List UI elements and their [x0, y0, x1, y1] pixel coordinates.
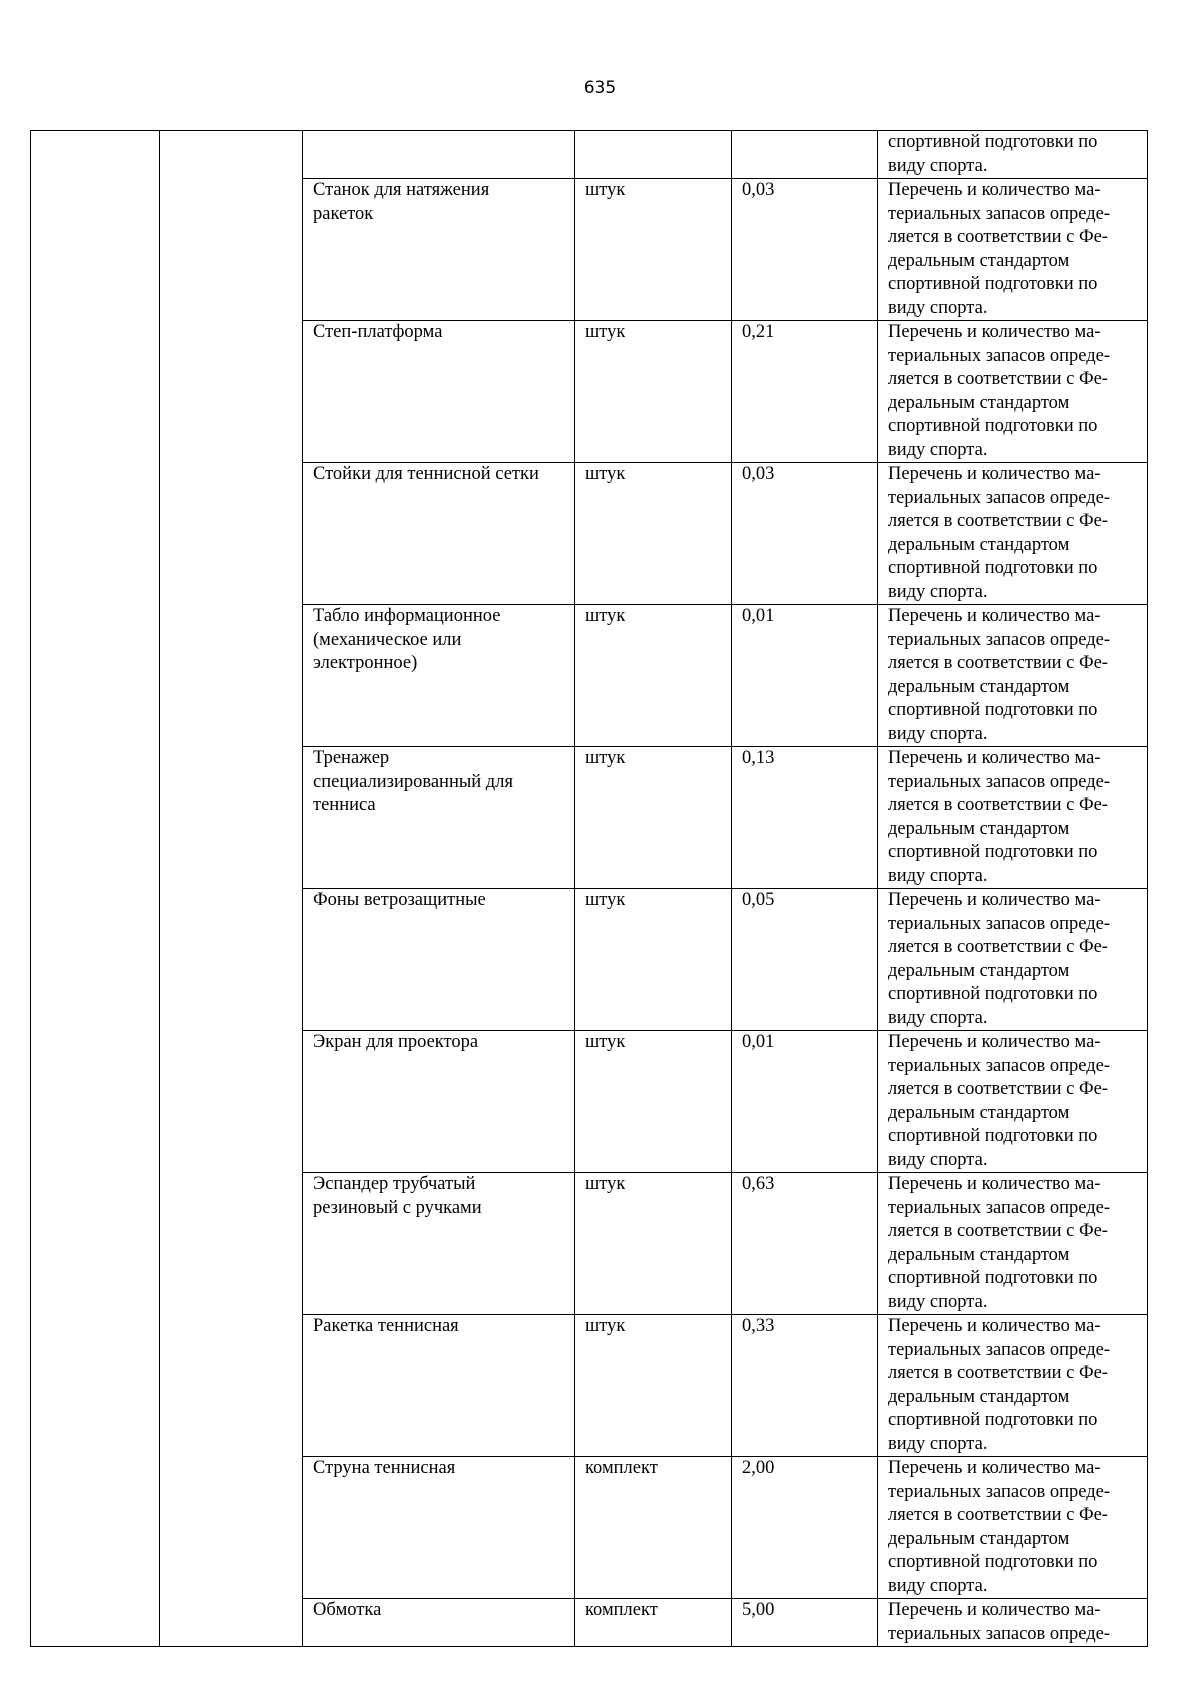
- quantity-cell: 0,01: [732, 605, 878, 747]
- note-cell: Перечень и количество ма- териальных запасов опреде- ляется в соответствии с Фе- деральным стандартом спортивной подготовки по виду спорта.: [878, 463, 1148, 605]
- unit-cell: штук: [575, 179, 732, 321]
- unit-cell: штук: [575, 321, 732, 463]
- quantity-cell: 0,21: [732, 321, 878, 463]
- item-name-cell: Эспандер трубчатый резиновый с ручками: [303, 1173, 575, 1315]
- quantity-cell: 2,00: [732, 1457, 878, 1599]
- item-name-cell: Ракетка теннисная: [303, 1315, 575, 1457]
- note-cell: Перечень и количество ма- териальных запасов опреде- ляется в соответствии с Фе- деральным стандартом спортивной подготовки по виду спорта.: [878, 605, 1148, 747]
- item-name-cell: Стойки для теннисной сетки: [303, 463, 575, 605]
- blank-cell-col2: [160, 131, 303, 1647]
- blank-cell-col1: [31, 131, 160, 1647]
- note-cell: Перечень и количество ма- териальных запасов опреде- ляется в соответствии с Фе- деральным стандартом спортивной подготовки по виду спорта.: [878, 1457, 1148, 1599]
- note-cell: Перечень и количество ма- териальных запасов опреде- ляется в соответствии с Фе- деральным стандартом спортивной подготовки по виду спорта.: [878, 1031, 1148, 1173]
- item-name-cell: Обмотка: [303, 1599, 575, 1647]
- item-name-cell: Струна теннисная: [303, 1457, 575, 1599]
- item-name-cell: [303, 131, 575, 179]
- quantity-cell: 0,63: [732, 1173, 878, 1315]
- note-cell: Перечень и количество ма- териальных запасов опреде- ляется в соответствии с Фе- деральным стандартом спортивной подготовки по виду спорта.: [878, 179, 1148, 321]
- note-cell: Перечень и количество ма- териальных запасов опреде- ляется в соответствии с Фе- деральным стандартом спортивной подготовки по виду спорта.: [878, 747, 1148, 889]
- quantity-cell: 0,03: [732, 179, 878, 321]
- unit-cell: штук: [575, 889, 732, 1031]
- quantity-cell: 0,01: [732, 1031, 878, 1173]
- item-name-cell: Табло информационное (механическое или электронное): [303, 605, 575, 747]
- quantity-cell: 0,03: [732, 463, 878, 605]
- item-name-cell: Степ-платформа: [303, 321, 575, 463]
- item-name-cell: Экран для проектора: [303, 1031, 575, 1173]
- table-row: [31, 131, 1148, 179]
- quantity-cell: 0,13: [732, 747, 878, 889]
- note-cell: Перечень и количество ма- териальных запасов опреде- ляется в соответствии с Фе- деральным стандартом спортивной подготовки по виду спорта.: [878, 889, 1148, 1031]
- page-number: 635: [583, 78, 617, 98]
- unit-cell: [575, 131, 732, 179]
- unit-cell: штук: [575, 1315, 732, 1457]
- unit-cell: штук: [575, 463, 732, 605]
- note-cell: Перечень и количество ма- териальных запасов опреде- ляется в соответствии с Фе- деральным стандартом спортивной подготовки по виду спорта.: [878, 1173, 1148, 1315]
- item-name-cell: Фоны ветрозащитные: [303, 889, 575, 1031]
- unit-cell: штук: [575, 1173, 732, 1315]
- quantity-cell: 5,00: [732, 1599, 878, 1647]
- note-cell: Перечень и количество ма- териальных запасов опреде- ляется в соответствии с Фе- деральным стандартом спортивной подготовки по виду спорта.: [878, 1315, 1148, 1457]
- quantity-cell: 0,05: [732, 889, 878, 1031]
- materials-table: [30, 130, 1148, 1647]
- quantity-cell: [732, 131, 878, 179]
- unit-cell: штук: [575, 605, 732, 747]
- item-name-cell: Станок для натяжения ракеток: [303, 179, 575, 321]
- unit-cell: штук: [575, 747, 732, 889]
- unit-cell: комплект: [575, 1599, 732, 1647]
- unit-cell: штук: [575, 1031, 732, 1173]
- note-cell: Перечень и количество ма- териальных запасов опреде- ляется в соответствии с Фе- деральным стандартом спортивной подготовки по виду спорта.: [878, 321, 1148, 463]
- item-name-cell: Тренажер специализированный для тенниса: [303, 747, 575, 889]
- quantity-cell: 0,33: [732, 1315, 878, 1457]
- note-cell: Перечень и количество ма- териальных запасов опреде-: [878, 1599, 1148, 1647]
- note-cell: спортивной подготовки по виду спорта.: [878, 131, 1148, 179]
- unit-cell: комплект: [575, 1457, 732, 1599]
